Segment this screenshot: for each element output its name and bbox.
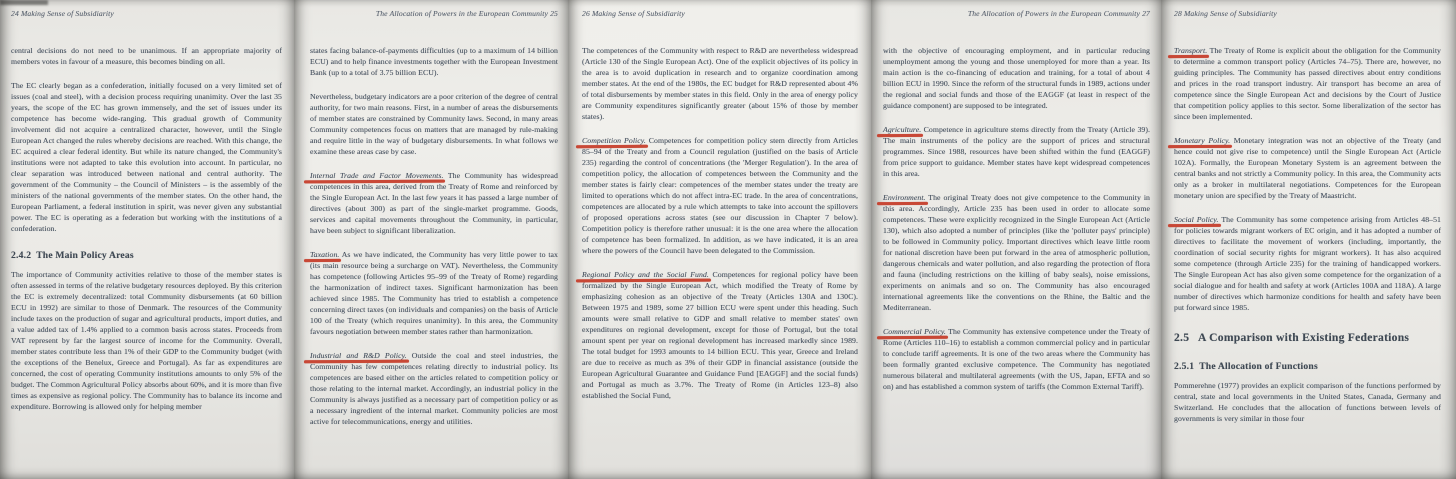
paragraph: The competences of the Community with respect to R&D are nevertheless widespread (Article 130 of the Single European Act). One of the explicit objectives of its policy in the area is to avoid duplication in research and to organize coordination among member states. At the end of the 1980s, the EC budget for R&D represented about 4% of total disbursements by member states in this field. Only in the area of energy policy are Community expenditures significantly greater (about 15% of those by member states).	[582, 46, 858, 121]
page-body	[11, 45, 282, 412]
policy-heading-red-underlined: Agriculture.	[883, 125, 922, 134]
running-header: The Allocation of Powers in the European Community 25	[375, 9, 558, 18]
paragraph: Pommerehne (1977) provides an explicit comparison of the functions performed by central, state and local governments in the United States, Canada, Germany and Switzerland. He concludes that the allocation of functions between levels of governments is very similar in those four	[1174, 381, 1441, 423]
subsection-heading: 2.4.2 The Main Policy Areas	[11, 250, 134, 261]
paragraph-text: As we have indicated, the Community has very little power to tax (its main resource being a surcharge on VAT). Nevertheless, the Community has competence (following Articles 95–99 of the Treaty of Rome) regarding the harmonization of indirect taxes. Significant harmonization has been achieved since 1985. The Community has tried to establish a competence concerning direct taxes (on individuals and companies) on the basis of Article 100 of the Treaty (which requires unanimity). In this area, the Community favours negotiation between member states rather than harmonization.	[310, 250, 558, 336]
paragraph-text: The original Treaty does not give competence to the Community in this area. Accordingly, Article 235 has been used in order to allocate some competences. These were explicitly recognized in the Single European Act (Article 130), which also adopted a number of principles (like the 'polluter pays' principle) to be followed in Community policy. Important directives which leave little room for national discretion have been put forward in the area of atmospheric pollution, dangerous chemicals and water pollution, and also regarding the protection of flora and fauna (including restrictions on the killing of baby seals), noise emissions, experiments on animals and so on. The Community has also encouraged international agreements like the conventions on the Rhine, the Baltic and the Mediterranean.	[883, 193, 1150, 312]
paragraph-text: The Treaty of Rome is explicit about the obligation for the Community to determine a common transport policy (Articles 74–75). There are, however, no guiding principles. The Community has passed directives about entry conditions and prices in the road transport industry. Air transport has become an area of competence since the Single European Act and decisions by the Court of Justice that competition policy applies to this sector. Some liberalization of the sector has since been implemented.	[1174, 46, 1441, 121]
paragraph	[1174, 45, 1441, 122]
paragraph	[883, 326, 1150, 392]
section-heading: 2.5 A Comparison with Existing Federations	[1174, 331, 1410, 344]
paragraph	[582, 269, 858, 401]
paragraph	[1174, 214, 1441, 313]
paragraph	[883, 192, 1150, 313]
page-26	[568, 0, 871, 479]
page-body	[883, 45, 1150, 392]
page-27	[871, 0, 1161, 479]
page-28	[1161, 0, 1456, 479]
paragraph: with the objective of encouraging employment, and in particular reducing unemployment among the young and those unemployed for more than a year. Its main action is the co-financing of education and training, for a total of about 4 billion ECU in 1990. Since the reform of the structural funds in 1989, actions under the regional and social funds and those of the EAGGF (at least in respect of the guidance component) are supposed to be integrated.	[883, 46, 1150, 110]
page-body	[1174, 45, 1441, 424]
paragraph	[582, 135, 858, 256]
policy-heading-red-underlined: Regional Policy and the Social Fund.	[582, 270, 709, 279]
paragraph	[1174, 135, 1441, 201]
paragraph-text: The Community has extensive competence under the Treaty of Rome (Articles 110–16) to establish a common commercial policy and in particular to conclude tariff agreements. It is one of the two areas where the Community has been formally granted exclusive competence. The Community has negotiated numerous bilateral and multilateral agreements (with the US, Japan, EFTA and so on) and has established a common system of tariffs (the Common External Tariff).	[883, 327, 1151, 391]
policy-heading-red-underlined: Social Policy.	[1174, 215, 1219, 224]
policy-heading-red-underlined: Commercial Policy.	[883, 327, 946, 336]
paragraph: states facing balance-of-payments difficulties (up to a maximum of 14 billion ECU) and to help finance investments together with the European Investment Bank (up to a total of 3.75 billion ECU).	[310, 46, 558, 77]
paragraph-text: Competences for competition policy stem directly from Articles 85–94 of the Treaty and from a Council regulation (justified on the basis of Article 235) regarding the control of concentrations (the 'Merger Regulation'). In the area of competition policy, the allocation of competences between the Community and the member states is fairly clear: competences of the member states under the treaty are limited to operations which do not affect intra-EC trade. In the area of concentrations, competences are allocated by a rule which attempts to take into account the spillovers of proposed operations across states (see our discussion in Chapter 7 below). Competition policy is therefore rather unusual: it is the one area where the allocation of competence has been formalized. In addition, as we have indicated, it is an area where the powers of the Council have been delegated to the Commission.	[582, 136, 858, 255]
running-header: The Allocation of Powers in the European Community 27	[967, 9, 1150, 18]
paragraph	[310, 249, 558, 337]
paragraph: central decisions do not need to be unanimous. If an appropriate majority of members votes in favour of a measure, this becomes binding on all.	[11, 46, 282, 66]
page-body	[310, 45, 558, 427]
subsection-heading: 2.5.1 The Allocation of Functions	[1174, 361, 1318, 372]
policy-heading-red-underlined: Transport.	[1174, 46, 1208, 55]
policy-heading-red-underlined: Taxation.	[310, 250, 340, 259]
policy-heading-red-underlined: Competition Policy.	[582, 136, 646, 145]
paragraph-text: The Community has widespread competences in this area, derived from the Treaty of Rome and reinforced by the Single European Act. In the last few years it has passed a large number of directives (about 300) as part of the single-market programme. Goods, services and capital movements throughout the Community, in particular, have been subject to significant liberalization.	[310, 171, 558, 235]
paragraph-text: Competences for regional policy have been formalized by the Single European Act, which modified the Treaty of Rome by emphasizing cohesion as an objective of the Treaty (Articles 130A and 130C). Between 1975 and 1989, some 27 billion ECU were spent under this heading. Such amounts were small relative to GDP and small relative to member states' own expenditures on regional development, except for those of Portugal, but the total amount spent per year on regional development has increased markedly since 1989. The total budget for 1993 amounts to 14 billion ECU. This year, Greece and Ireland are due to receive as much as 3% of their GDP in financial assistance (outside the European Agricultural Guarantee and Guidance Fund [EAGGF] and the social funds) and Portugal as much as 3.7%. The Treaty of Rome (in Articles 123–8) also established the Social Fund,	[582, 270, 858, 400]
page-25	[294, 0, 568, 479]
paragraph	[310, 350, 558, 427]
page-body	[582, 45, 858, 401]
paragraph: The importance of Community activities relative to those of the member states is often assessed in terms of the relative budgetary resources deployed. By this criterion the EC is extremely decentralized: total Community disbursements (at 60 billion ECU in 1992) are similar to those of Denmark. The resources of the Community include taxes on the production of sugar and agricultural products, import duties, and a value added tax of 1.4% applied to a common basis across states. Proceeds from VAT represent by far the largest source of income for the Community. Overall, member states contribute less than 1% of their GDP to the Community budget (with the exceptions of the Benelux, Greece and Portugal). As far as expenditures are concerned, the cost of operating Community institutions amounts to only 5% of the budget. The Common Agricultural Policy absorbs about 60%, and it is more than five times as expensive as regional policy. The Community has to balance its income and expenditure. Borrowing is allowed only for helping member	[11, 270, 282, 411]
policy-heading-red-underlined: Industrial and R&D Policy.	[310, 351, 407, 360]
paragraph: The EC clearly began as a confederation, initially focused on a very limited set of issues (coal and steel), with a decision process requiring unanimity. Over the last 35 years, the scope of the EC has grown immensely, and the set of issues under its competence has become wide-ranging. This gradual growth of Community involvement did not acquire a centralized character, however, until the Single European Act changed the rules whereby decisions are reached. With this change, the EC acquired a clear federal identity. But while its nature changed, the Community's institutions were not adapted to take this evolution into account. In particular, no clear separation was introduced between national and central authority. The government of the Community – the Council of Ministers – is the assembly of the ministers of the national governments of the member states. On the other hand, the European Parliament, a federal institution in spirit, was never given any substantial power. The EC is operating as a federation but working with the institutions of a confederation.	[11, 81, 282, 233]
paragraph-text: Monetary integration was not an objective of the Treaty (and hence could not give rise to competence) until the Single European Act (Article 102A). Formally, the European Monetary System is an agreement between the central banks and not strictly a Community policy. In this area, the Community acts only as a broker in multilateral negotiations. Competences for the European monetary union are specified by the Treaty of Maastricht.	[1174, 136, 1441, 200]
policy-heading-red-underlined: Environment.	[883, 193, 926, 202]
paragraph: Nevertheless, budgetary indicators are a poor criterion of the degree of central authority, for two main reasons. First, in a number of areas the disbursements of member states are constrained by Community laws. Second, in many areas Community competences focus on matters that are managed by rule-making and require little in the way of budgetary disbursements. In what follows we examine these areas case by case.	[310, 92, 558, 156]
policy-heading-red-underlined: Internal Trade and Factor Movements.	[310, 171, 444, 180]
policy-heading-red-underlined: Monetary Policy.	[1174, 136, 1231, 145]
paragraph	[310, 170, 558, 236]
running-header: 28 Making Sense of Subsidiarity	[1174, 9, 1277, 18]
page-24	[0, 0, 294, 479]
running-header: 26 Making Sense of Subsidiarity	[582, 9, 685, 18]
paragraph-text: Outside the coal and steel industries, the Community has few competences relating directly to industrial policy. Its competences are based either on the articles related to competition policy or those relating to the internal market. Accordingly, an industrial policy in the Community is always justified as a necessary part of competition policy or as a necessary ingredient of the internal market. Community policies are most active for telecommunications, energy and utilities.	[310, 351, 558, 426]
paragraph	[883, 124, 1150, 179]
paragraph-text: Competence in agriculture stems directly from the Treaty (Article 39). The main instruments of the policy are the support of prices and structural programmes. Since 1988, resources have been shifted within the fund (EAGGF) from price support to guidance. Member states have kept widespread competences in this area.	[883, 125, 1150, 178]
running-header: 24 Making Sense of Subsidiarity	[11, 9, 114, 18]
paragraph-text: The Community has some competence arising from Articles 48–51 for policies towards migrant workers of EC origin, and it has adopted a number of directives to facilitate the movement of workers (including, importantly, the coordination of social security rights for migrant workers). It has also acquired some competence (through Article 235) for the training of handicapped workers. The Single European Act has also given some competence for the organization of a social dialogue and for health and safety at work (Articles 100A and 118A). A large number of directives which harmonize conditions for health and safety have been put forward since 1985.	[1174, 215, 1441, 312]
